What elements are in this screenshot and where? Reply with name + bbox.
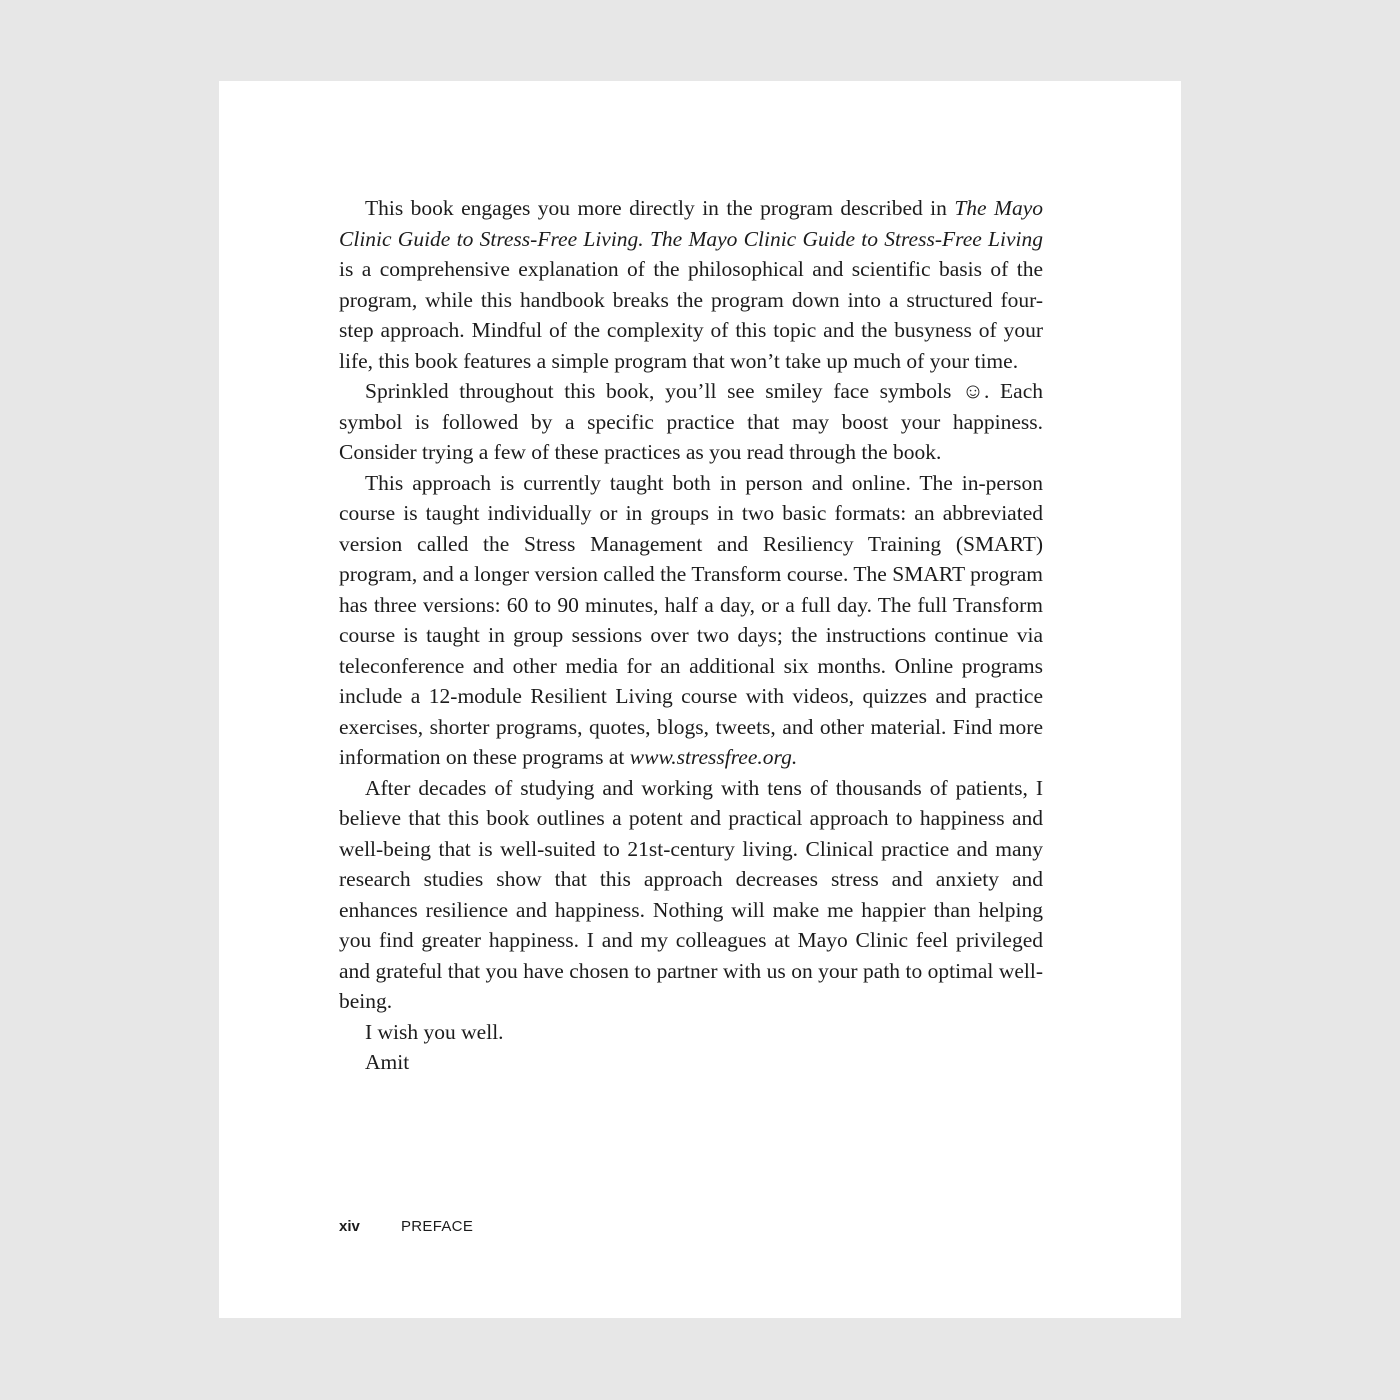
italic-text: The Mayo Clinic Guide to Stress-Free Living. [339,196,1043,251]
preface-body [339,193,1043,1078]
text-run: Sprinkled throughout this book, you’ll see smiley face symbols ☺. Each symbol is followed by a specific practice that may boost your happiness. Consider trying a few of these practices as you read through the book. [339,379,1043,464]
text-run: is a comprehensive explanation of the philosophical and scientific basis of the program, while this handbook breaks the program down into a structured four-step approach. Mindful of the complexity of this topic and the busyness of your life, this book features a simple program that won’t take up much of your time. [339,257,1043,373]
running-head: PREFACE [401,1218,474,1235]
page-footer [339,1218,473,1235]
text-run: After decades of studying and working with tens of thousands of patients, I believe that this book outlines a potent and practical approach to happiness and well-being that is well-suited to 21st-century living. Clinical practice and many research studies show that this approach decreases stress and anxiety and enhances resilience and happiness. Nothing will make me happier than helping you find greater happiness. I and my colleagues at Mayo Clinic feel privileged and grateful that you have chosen to partner with us on your path to optimal well-being. [339,775,1043,1013]
paragraph-program-formats [339,468,1043,773]
closing-line: I wish you well. [365,1019,504,1044]
paragraph-smiley-symbols [339,376,1043,468]
signature: Amit [365,1050,410,1074]
text-run: This book engages you more directly in the program described in [365,196,955,220]
italic-text: www.stressfree.org. [629,745,798,769]
paragraph-author-belief [339,773,1043,1017]
paragraph-intro [339,193,1043,376]
text-run: This approach is currently taught both in person and online. The in-person course is taught individually or in groups in two basic formats: an abbreviated version called the Stress Management and Resiliency Training (SMART) program, and a longer version called the Transform course. The SMART program has three versions: 60 to 90 minutes, half a day, or a full day. The full Transform course is taught in group sessions over two days; the instructions continue via teleconference and other media for an additional six months. Online programs include a 12-module Resilient Living course with videos, quizzes and practice exercises, shorter programs, quotes, blogs, tweets, and other material. Find more information on these programs at [339,470,1043,769]
italic-text: The Mayo Clinic Guide to Stress-Free Living [649,226,1043,251]
page-number: xiv [339,1218,360,1235]
book-page [219,81,1181,1318]
